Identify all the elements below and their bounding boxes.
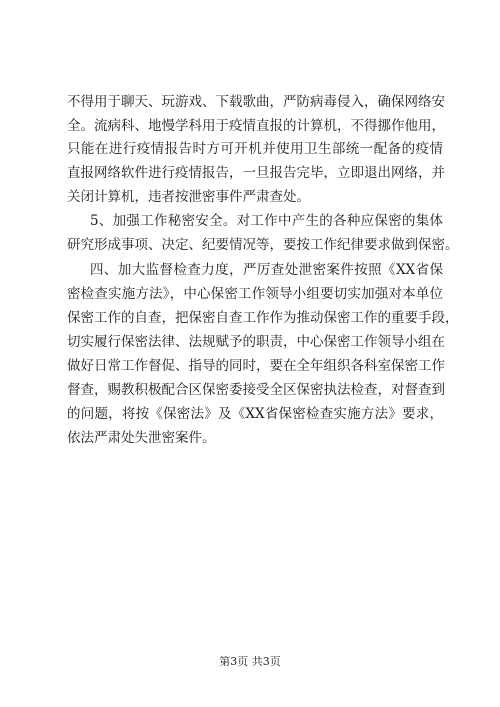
paragraph-line: 切实履行保密法律、法规赋予的职责，中心保密工作领导小组在 bbox=[67, 334, 445, 350]
paragraph-line: 的问题，将按《保密法》及《XX省保密检查实施方法》要求， bbox=[67, 406, 443, 422]
paragraph-line: 依法严肃处失泄密案件。 bbox=[67, 430, 216, 446]
paragraph-line: 四、加大监督检查力度，严厉查处泄密案件按照《XX省保 bbox=[90, 262, 443, 278]
paragraph-line: 全。流病科、地慢学科用于疫情直报的计算机，不得挪作他用， bbox=[67, 118, 445, 134]
paragraph-line: 直报网络软件进行疫情报告，一旦报告完毕，立即退出网络，并 bbox=[67, 165, 445, 181]
paragraph-line: 做好日常工作督促、指导的同时，要在全年组织各科室保密工作 bbox=[67, 358, 445, 374]
paragraph-line: 保密工作的自查，把保密自查工作作为推动保密工作的重要手段， bbox=[67, 310, 459, 326]
paragraph-line: 5、加强工作秘密安全。对工作中产生的各种应保密的集体 bbox=[90, 213, 443, 229]
paragraph-line: 关闭计算机，违者按泄密事件严肃查处。 bbox=[67, 189, 310, 205]
page-number-footer: 第3页 共3页 bbox=[219, 655, 281, 668]
paragraph-line: 研究形成事项、决定、纪要情况等，要按工作纪律要求做到保密。 bbox=[67, 237, 459, 253]
paragraph-line: 密检查实施方法》，中心保密工作领导小组要切实加强对本单位 bbox=[67, 286, 443, 302]
paragraph-line: 只能在进行疫情报告时方可开机并使用卫生部统一配备的疫情 bbox=[67, 141, 443, 157]
paragraph-line: 不得用于聊天、玩游戏、下载歌曲，严防病毒侵入，确保网络安 bbox=[67, 94, 445, 110]
paragraph-line: 督查，赐教积极配合区保密委接受全区保密执法检查，对督查到 bbox=[67, 382, 445, 398]
